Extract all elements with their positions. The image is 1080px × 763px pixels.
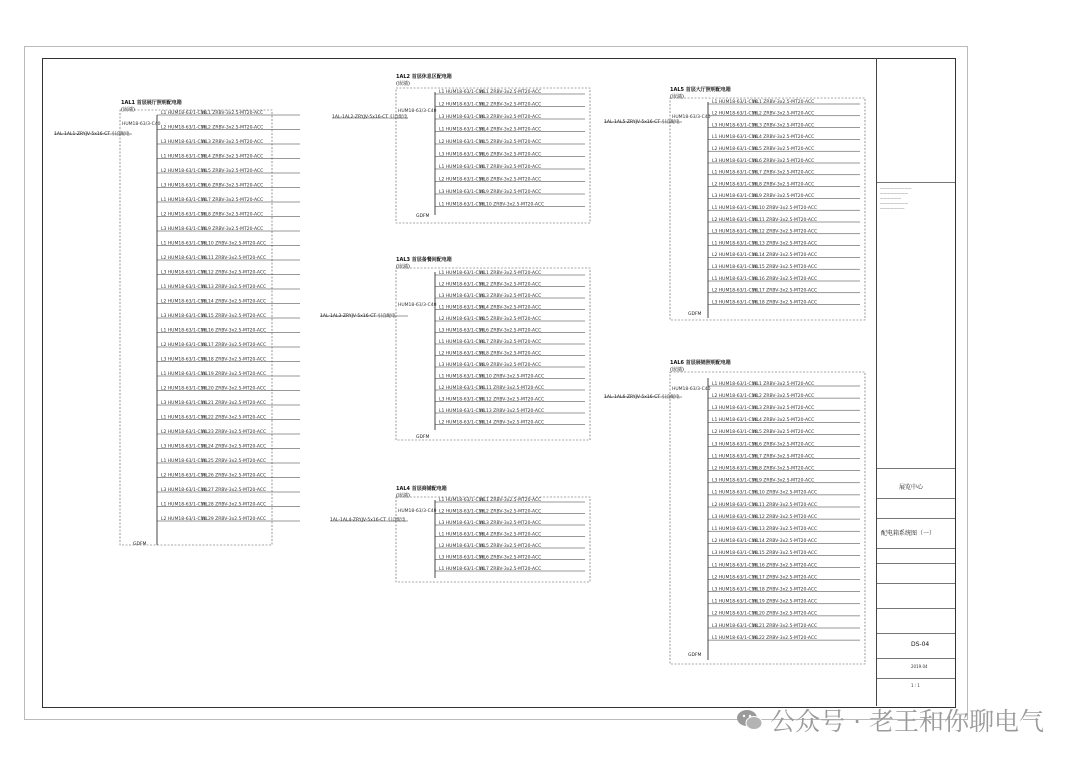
circuit-breaker-label: L3 HUM18-63/1-C16: [712, 123, 758, 129]
circuit-breaker-label: L2 HUM18-63/1-C16: [161, 168, 207, 174]
circuit-breaker-label: L3 HUM18-63/1-C16: [161, 183, 207, 189]
circuit-breaker-label: L1 HUM18-63/1-C16: [439, 374, 485, 380]
panel-sub-1al2: (嵌墙): [396, 81, 410, 87]
circuit-breaker-label: L3 HUM18-63/1-C16: [439, 555, 485, 561]
circuit-cable-label: WL3 ZRBV-3x2.5-MT20-ACC: [752, 123, 815, 129]
circuit-breaker-label: L2 HUM18-63/1-C16: [439, 282, 485, 288]
circuit-cable-label: WL7 ZRBV-3x2.5-MT20-ACC: [752, 170, 815, 176]
circuit-breaker-label: L2 HUM18-63/1-C16: [161, 342, 207, 348]
circuit-breaker-label: L1 HUM18-63/1-C16: [161, 154, 207, 160]
circuit-cable-label: WL13 ZRBV-3x2.5-MT20-ACC: [752, 527, 818, 532]
circuit-cable-label: WL14 ZRBV-3x2.5-MT20-ACC: [201, 299, 267, 305]
circuit-cable-label: WL14 ZRBV-3x2.5-MT20-ACC: [479, 420, 545, 426]
circuit-cable-label: WL5 ZRBV-3x2.5-MT20-ACC: [752, 430, 815, 436]
circuit-cable-label: WL17 ZRBV-3x2.5-MT20-ACC: [752, 575, 818, 581]
circuit-cable-label: WL18 ZRBV-3x2.5-MT20-ACC: [752, 587, 818, 593]
circuit-breaker-label: L3 HUM18-63/1-C16: [712, 514, 758, 520]
circuit-breaker-label: L3 HUM18-63/1-C16: [712, 587, 758, 593]
circuit-cable-label: WL10 ZRBV-3x2.5-MT20-ACC: [479, 374, 545, 380]
circuit-cable-label: WL14 ZRBV-3x2.5-MT20-ACC: [752, 539, 818, 545]
drawing-name: 配电箱系统图（一）: [881, 530, 936, 537]
circuit-cable-label: WL16 ZRBV-3x2.5-MT20-ACC: [752, 276, 818, 282]
circuit-breaker-label: L2 HUM18-63/1-C16: [161, 473, 207, 479]
circuit-breaker-label: L1 HUM18-63/1-C16: [712, 599, 758, 605]
circuit-cable-label: WL7 ZRBV-3x2.5-MT20-ACC: [479, 566, 542, 572]
circuit-cable-label: WL13 ZRBV-3x2.5-MT20-ACC: [752, 241, 818, 247]
circuit-cable-label: WL13 ZRBV-3x2.5-MT20-ACC: [479, 408, 545, 414]
circuit-breaker-label: L2 HUM18-63/1-C16: [712, 539, 758, 545]
panel-feed-1al5: 1AL-1AL5-ZRYJV-5x16-CT 引自配电: [604, 120, 680, 125]
circuit-cable-label: WL1 ZRBV-3x2.5-MT20-ACC: [752, 381, 815, 387]
circuit-cable-label: WL1 ZRBV-3x2.5-MT20-ACC: [479, 89, 542, 95]
circuit-breaker-label: L3 HUM18-63/1-C16: [161, 139, 207, 145]
watermark-text: 公众号 · 老王和你聊电气: [770, 707, 1044, 736]
circuit-cable-label: WL29 ZRBV-3x2.5-MT20-ACC: [201, 516, 267, 522]
circuit-cable-label: WL4 ZRBV-3x2.5-MT20-ACC: [479, 305, 542, 311]
circuit-breaker-label: L2 HUM18-63/1-C16: [712, 217, 758, 223]
circuit-cable-label: WL7 ZRBV-3x2.5-MT20-ACC: [479, 164, 542, 170]
circuit-breaker-label: L3 HUM18-63/1-C16: [439, 114, 485, 120]
incoming-breaker-label: HUM18-63/3-C40: [672, 387, 711, 392]
panel-title-1al2: 1AL2 首层休息区配电箱: [396, 74, 452, 80]
circuit-cable-label: WL11 ZRBV-3x2.5-MT20-ACC: [752, 502, 818, 508]
circuit-breaker-label: L3 HUM18-63/1-C16: [712, 442, 758, 448]
circuit-cable-label: WL9 ZRBV-3x2.5-MT20-ACC: [201, 226, 264, 232]
circuit-cable-label: WL2 ZRBV-3x2.5-MT20-ACC: [752, 111, 815, 117]
circuit-breaker-label: L2 HUM18-63/1-C16: [439, 351, 485, 357]
circuit-cable-label: WL7 ZRBV-3x2.5-MT20-ACC: [479, 339, 542, 345]
circuit-breaker-label: L1 HUM18-63/1-C16: [161, 502, 207, 508]
circuit-breaker-label: L1 HUM18-63/1-C16: [161, 458, 207, 464]
circuit-cable-label: WL1 ZRBV-3x2.5-MT20-ACC: [479, 270, 542, 276]
circuit-cable-label: WL6 ZRBV-3x2.5-MT20-ACC: [479, 328, 542, 334]
watermark: [736, 702, 1044, 738]
circuit-breaker-label: L2 HUM18-63/1-C16: [439, 385, 485, 391]
circuit-breaker-label: L2 HUM18-63/1-C16: [712, 575, 758, 581]
circuit-breaker-label: L1 HUM18-63/1-C16: [712, 241, 758, 247]
panel-title-1al1: 1AL1 首层展厅照明配电箱: [121, 100, 182, 106]
circuit-cable-label: WL13 ZRBV-3x2.5-MT20-ACC: [201, 284, 267, 290]
circuit-cable-label: WL5 ZRBV-3x2.5-MT20-ACC: [201, 168, 264, 174]
circuit-breaker-label: L2 HUM18-63/1-C16: [712, 502, 758, 508]
circuit-cable-label: WL22 ZRBV-3x2.5-MT20-ACC: [201, 415, 267, 421]
circuit-cable-label: WL5 ZRBV-3x2.5-MT20-ACC: [479, 543, 542, 549]
circuit-cable-label: WL21 ZRBV-3x2.5-MT20-ACC: [201, 400, 267, 406]
circuit-cable-label: WL12 ZRBV-3x2.5-MT20-ACC: [752, 514, 818, 520]
circuit-cable-label: WL15 ZRBV-3x2.5-MT20-ACC: [201, 313, 267, 319]
circuit-cable-label: WL5 ZRBV-3x2.5-MT20-ACC: [479, 316, 542, 322]
circuit-breaker-label: L3 HUM18-63/1-C16: [161, 226, 207, 232]
circuit-breaker-label: L2 HUM18-63/1-C16: [439, 316, 485, 322]
circuit-cable-label: WL3 ZRBV-3x2.5-MT20-ACC: [479, 293, 542, 299]
circuit-breaker-label: L3 HUM18-63/1-C16: [161, 270, 207, 276]
circuit-cable-label: WL8 ZRBV-3x2.5-MT20-ACC: [479, 177, 542, 183]
circuit-cable-label: WL16 ZRBV-3x2.5-MT20-ACC: [752, 563, 818, 569]
circuit-cable-label: WL2 ZRBV-3x2.5-MT20-ACC: [752, 393, 815, 399]
circuit-breaker-label: L1 HUM18-63/1-C16: [161, 110, 207, 116]
circuit-cable-label: WL8 ZRBV-3x2.5-MT20-ACC: [752, 182, 815, 188]
circuit-breaker-label: L1 HUM18-63/1-C16: [712, 170, 758, 176]
circuit-cable-label: WL18 ZRBV-3x2.5-MT20-ACC: [201, 357, 267, 363]
circuit-cable-label: WL10 ZRBV-3x2.5-MT20-ACC: [201, 241, 267, 247]
circuit-cable-label: WL23 ZRBV-3x2.5-MT20-ACC: [201, 429, 267, 435]
circuit-breaker-label: L3 HUM18-63/1-C16: [712, 158, 758, 164]
circuit-cable-label: WL12 ZRBV-3x2.5-MT20-ACC: [479, 397, 545, 403]
circuit-cable-label: WL6 ZRBV-3x2.5-MT20-ACC: [752, 442, 815, 448]
circuit-breaker-label: L1 HUM18-63/1-C16: [712, 276, 758, 282]
circuit-breaker-label: L1 HUM18-63/1-C16: [439, 127, 485, 133]
incoming-breaker-label: HUM18-63/3-C40: [398, 509, 437, 514]
circuit-cable-label: WL3 ZRBV-3x2.5-MT20-ACC: [752, 406, 815, 411]
circuit-breaker-label: L3 HUM18-63/1-C16: [439, 189, 485, 195]
circuit-breaker-label: L3 HUM18-63/1-C16: [161, 357, 207, 363]
circuit-breaker-label: L1 HUM18-63/1-C16: [161, 241, 207, 247]
circuit-cable-label: WL9 ZRBV-3x2.5-MT20-ACC: [752, 478, 815, 484]
panel-sub-1al6: (嵌墙): [670, 367, 684, 373]
circuit-cable-label: WL16 ZRBV-3x2.5-MT20-ACC: [201, 328, 267, 334]
circuit-cable-label: WL17 ZRBV-3x2.5-MT20-ACC: [201, 342, 267, 348]
circuit-breaker-label: L2 HUM18-63/1-C16: [712, 253, 758, 259]
circuit-breaker-label: L3 HUM18-63/1-C16: [712, 478, 758, 484]
circuit-breaker-label: L1 HUM18-63/1-C16: [712, 135, 758, 141]
circuit-breaker-label: L3 HUM18-63/1-C16: [161, 313, 207, 319]
circuit-breaker-label: L1 HUM18-63/1-C16: [712, 99, 758, 105]
circuit-breaker-label: L3 HUM18-63/1-C16: [439, 328, 485, 334]
incoming-breaker-label: HUM18-63/3-C40: [398, 109, 437, 114]
circuit-cable-label: WL9 ZRBV-3x2.5-MT20-ACC: [479, 189, 542, 195]
incoming-breaker-label: HUM18-63/3-C40: [122, 122, 161, 127]
circuit-cable-label: WL5 ZRBV-3x2.5-MT20-ACC: [752, 147, 815, 152]
panel-sub-1al4: (嵌墙): [396, 493, 410, 499]
circuit-cable-label: WL11 ZRBV-3x2.5-MT20-ACC: [201, 255, 267, 261]
circuit-breaker-label: L3 HUM18-63/1-C16: [161, 487, 207, 493]
incoming-breaker-label: HUM18-63/3-C40: [398, 303, 437, 308]
circuit-breaker-label: L2 HUM18-63/1-C16: [712, 182, 758, 188]
circuit-cable-label: WL20 ZRBV-3x2.5-MT20-ACC: [752, 611, 818, 617]
panel-earth-1al3: GDFM: [416, 435, 430, 440]
circuit-cable-label: WL6 ZRBV-3x2.5-MT20-ACC: [752, 158, 815, 164]
circuit-cable-label: WL6 ZRBV-3x2.5-MT20-ACC: [201, 183, 264, 189]
circuit-breaker-label: L1 HUM18-63/1-C16: [712, 206, 758, 211]
circuit-cable-label: WL18 ZRBV-3x2.5-MT20-ACC: [752, 300, 818, 306]
panel-title-1al3: 1AL3 首层备餐间配电箱: [396, 257, 452, 263]
circuit-breaker-label: L2 HUM18-63/1-C16: [161, 255, 207, 261]
circuit-cable-label: WL10 ZRBV-3x2.5-MT20-ACC: [479, 202, 545, 208]
circuit-cable-label: WL12 ZRBV-3x2.5-MT20-ACC: [752, 229, 818, 235]
circuit-cable-label: WL21 ZRBV-3x2.5-MT20-ACC: [752, 623, 818, 629]
circuit-cable-label: WL2 ZRBV-3x2.5-MT20-ACC: [201, 125, 264, 131]
circuit-breaker-label: L3 HUM18-63/1-C16: [712, 229, 758, 235]
circuit-breaker-label: L2 HUM18-63/1-C16: [161, 299, 207, 305]
circuit-cable-label: WL1 ZRBV-3x2.5-MT20-ACC: [752, 99, 815, 105]
circuit-breaker-label: L2 HUM18-63/1-C16: [439, 102, 485, 108]
panel-earth-1al6: GDFM: [688, 653, 702, 658]
circuit-cable-label: WL8 ZRBV-3x2.5-MT20-ACC: [752, 466, 815, 472]
circuit-cable-label: WL20 ZRBV-3x2.5-MT20-ACC: [201, 386, 267, 392]
circuit-breaker-label: L3 HUM18-63/1-C16: [161, 400, 207, 406]
circuit-cable-label: WL4 ZRBV-3x2.5-MT20-ACC: [752, 418, 815, 424]
circuit-cable-label: WL17 ZRBV-3x2.5-MT20-ACC: [752, 288, 818, 294]
panel-title-1al5: 1AL5 首层大厅照明配电箱: [670, 87, 731, 93]
panel-feed-1al2: 1AL-1AL2-ZRYJV-5x16-CT 引自配电: [332, 115, 408, 120]
panel-feed-1al1: 1AL-1AL1-ZRYJV-5x16-CT 引自配电: [54, 132, 130, 137]
circuit-cable-label: WL8 ZRBV-3x2.5-MT20-ACC: [479, 351, 542, 357]
circuit-cable-label: WL15 ZRBV-3x2.5-MT20-ACC: [752, 265, 818, 270]
circuit-cable-label: WL2 ZRBV-3x2.5-MT20-ACC: [479, 102, 542, 108]
circuit-cable-label: WL3 ZRBV-3x2.5-MT20-ACC: [479, 520, 542, 526]
circuit-cable-label: WL7 ZRBV-3x2.5-MT20-ACC: [201, 197, 264, 203]
circuit-breaker-label: L2 HUM18-63/1-C16: [161, 386, 207, 392]
drawing-date: 2019.04: [911, 664, 928, 669]
circuit-breaker-label: L3 HUM18-63/1-C16: [712, 300, 758, 306]
circuit-breaker-label: L3 HUM18-63/1-C16: [712, 194, 758, 200]
panel-sub-1al3: (嵌墙): [396, 264, 410, 270]
circuit-breaker-label: L2 HUM18-63/1-C16: [439, 509, 485, 515]
circuit-cable-label: WL2 ZRBV-3x2.5-MT20-ACC: [479, 282, 542, 288]
circuit-breaker-label: L2 HUM18-63/1-C16: [712, 430, 758, 436]
circuit-breaker-label: L3 HUM18-63/1-C16: [161, 444, 207, 450]
panel-title-1al4: 1AL4 首层商铺配电箱: [396, 486, 447, 492]
drawing-scale: 1 : 1: [911, 683, 920, 688]
panel-earth-1al5: GDFM: [688, 312, 702, 317]
circuit-breaker-label: L1 HUM18-63/1-C16: [712, 563, 758, 569]
circuit-breaker-label: L1 HUM18-63/1-C16: [439, 566, 485, 572]
circuit-cable-label: WL6 ZRBV-3x2.5-MT20-ACC: [479, 152, 542, 158]
circuit-cable-label: WL4 ZRBV-3x2.5-MT20-ACC: [479, 532, 542, 538]
circuit-breaker-label: L3 HUM18-63/1-C16: [439, 362, 485, 368]
panel-earth-1al2: GDFM: [416, 214, 430, 219]
circuit-cable-label: WL22 ZRBV-3x2.5-MT20-ACC: [752, 635, 818, 641]
circuit-cable-label: WL2 ZRBV-3x2.5-MT20-ACC: [479, 509, 542, 515]
circuit-breaker-label: L2 HUM18-63/1-C16: [161, 212, 207, 218]
circuit-cable-label: WL25 ZRBV-3x2.5-MT20-ACC: [201, 458, 267, 464]
circuit-cable-label: WL11 ZRBV-3x2.5-MT20-ACC: [479, 385, 545, 391]
circuit-breaker-label: L1 HUM18-63/1-C16: [439, 164, 485, 170]
circuit-cable-label: WL19 ZRBV-3x2.5-MT20-ACC: [752, 599, 818, 605]
circuit-breaker-label: L1 HUM18-63/1-C16: [712, 381, 758, 387]
circuit-breaker-label: L1 HUM18-63/1-C16: [161, 371, 207, 377]
circuit-breaker-label: L2 HUM18-63/1-C16: [161, 125, 207, 131]
circuit-breaker-label: L1 HUM18-63/1-C16: [439, 408, 485, 414]
circuit-breaker-label: L1 HUM18-63/1-C16: [712, 454, 758, 460]
circuit-breaker-label: L1 HUM18-63/1-C16: [712, 527, 758, 532]
project-name: 展览中心: [899, 484, 924, 491]
circuit-breaker-label: L3 HUM18-63/1-C16: [712, 406, 758, 411]
notes-block: ————————— ———————— —————— ———————— ———————: [880, 186, 912, 210]
wechat-icon: [736, 708, 764, 732]
circuit-cable-label: WL8 ZRBV-3x2.5-MT20-ACC: [201, 212, 264, 218]
circuit-breaker-label: L2 HUM18-63/1-C16: [712, 611, 758, 617]
circuit-cable-label: WL1 ZRBV-3x2.5-MT20-ACC: [201, 110, 264, 116]
circuit-cable-label: WL9 ZRBV-3x2.5-MT20-ACC: [752, 194, 815, 200]
circuit-cable-label: WL10 ZRBV-3x2.5-MT20-ACC: [752, 206, 818, 211]
circuit-breaker-label: L2 HUM18-63/1-C16: [712, 111, 758, 117]
circuit-cable-label: WL10 ZRBV-3x2.5-MT20-ACC: [752, 490, 818, 496]
circuit-breaker-label: L1 HUM18-63/1-C16: [439, 270, 485, 276]
circuit-breaker-label: L2 HUM18-63/1-C16: [712, 147, 758, 152]
circuit-breaker-label: L1 HUM18-63/1-C16: [439, 89, 485, 95]
circuit-breaker-label: L3 HUM18-63/1-C16: [712, 551, 758, 557]
circuit-cable-label: WL15 ZRBV-3x2.5-MT20-ACC: [752, 551, 818, 557]
panel-sub-1al5: (嵌墙): [670, 94, 684, 100]
circuit-cable-label: WL4 ZRBV-3x2.5-MT20-ACC: [201, 154, 264, 160]
circuit-breaker-label: L2 HUM18-63/1-C16: [712, 393, 758, 399]
circuit-cable-label: WL3 ZRBV-3x2.5-MT20-ACC: [201, 139, 264, 145]
circuit-breaker-label: L1 HUM18-63/1-C16: [161, 197, 207, 203]
circuit-breaker-label: L1 HUM18-63/1-C16: [712, 635, 758, 641]
panel-feed-1al3: 1AL-1AL3-ZRYJV-5x16-CT 引自配电: [320, 314, 396, 319]
circuit-cable-label: WL4 ZRBV-3x2.5-MT20-ACC: [752, 135, 815, 141]
circuit-cable-label: WL9 ZRBV-3x2.5-MT20-ACC: [479, 362, 542, 368]
circuit-breaker-label: L2 HUM18-63/1-C16: [439, 139, 485, 145]
circuit-cable-label: WL11 ZRBV-3x2.5-MT20-ACC: [752, 217, 818, 223]
circuit-breaker-label: L1 HUM18-63/1-C16: [161, 415, 207, 421]
circuit-cable-label: WL19 ZRBV-3x2.5-MT20-ACC: [201, 371, 267, 377]
circuit-cable-label: WL27 ZRBV-3x2.5-MT20-ACC: [201, 487, 267, 493]
panel-earth-1al1: GDFM: [133, 542, 147, 547]
circuit-breaker-label: L1 HUM18-63/1-C16: [439, 532, 485, 538]
circuit-cable-label: WL3 ZRBV-3x2.5-MT20-ACC: [479, 114, 542, 120]
circuit-breaker-label: L2 HUM18-63/1-C16: [439, 177, 485, 183]
circuit-cable-label: WL1 ZRBV-3x2.5-MT20-ACC: [479, 497, 542, 503]
circuit-cable-label: WL28 ZRBV-3x2.5-MT20-ACC: [201, 502, 267, 508]
circuit-breaker-label: L1 HUM18-63/1-C16: [439, 339, 485, 345]
circuit-cable-label: WL26 ZRBV-3x2.5-MT20-ACC: [201, 473, 267, 479]
circuit-breaker-label: L1 HUM18-63/1-C16: [161, 284, 207, 290]
panel-title-1al6: 1AL6 首层展销照明配电箱: [670, 360, 731, 366]
circuit-breaker-label: L2 HUM18-63/1-C16: [712, 288, 758, 294]
circuit-breaker-label: L2 HUM18-63/1-C16: [439, 543, 485, 549]
circuit-breaker-label: L2 HUM18-63/1-C16: [161, 429, 207, 435]
circuit-breaker-label: L1 HUM18-63/1-C16: [439, 497, 485, 503]
drawing-number: DS-04: [911, 641, 930, 648]
panel-sub-1al1: (嵌墙): [121, 107, 135, 113]
title-block: [876, 58, 955, 706]
circuit-breaker-label: L3 HUM18-63/1-C16: [712, 265, 758, 270]
circuit-cable-label: WL6 ZRBV-3x2.5-MT20-ACC: [479, 555, 542, 561]
circuit-breaker-label: L3 HUM18-63/1-C16: [439, 520, 485, 526]
circuit-breaker-label: L3 HUM18-63/1-C16: [439, 152, 485, 158]
circuit-breaker-label: L2 HUM18-63/1-C16: [712, 466, 758, 472]
circuit-breaker-label: L3 HUM18-63/1-C16: [712, 623, 758, 629]
circuit-breaker-label: L2 HUM18-63/1-C16: [161, 516, 207, 522]
panel-feed-1al6: 1AL-1AL6-ZRYJV-5x16-CT 引自配电: [604, 395, 680, 400]
circuit-breaker-label: L1 HUM18-63/1-C16: [161, 328, 207, 334]
circuit-cable-label: WL5 ZRBV-3x2.5-MT20-ACC: [479, 139, 542, 145]
circuit-cable-label: WL14 ZRBV-3x2.5-MT20-ACC: [752, 253, 818, 259]
panel-feed-1al4: 1AL-1AL4-ZRYJV-5x16-CT 引自配电: [330, 518, 406, 523]
circuit-cable-label: WL7 ZRBV-3x2.5-MT20-ACC: [752, 454, 815, 460]
circuit-cable-label: WL24 ZRBV-3x2.5-MT20-ACC: [201, 444, 267, 450]
circuit-breaker-label: L2 HUM18-63/1-C16: [439, 420, 485, 426]
circuit-cable-label: WL4 ZRBV-3x2.5-MT20-ACC: [479, 127, 542, 133]
circuit-breaker-label: L3 HUM18-63/1-C16: [439, 397, 485, 403]
circuit-breaker-label: L1 HUM18-63/1-C16: [712, 490, 758, 496]
circuit-breaker-label: L1 HUM18-63/1-C16: [712, 418, 758, 424]
circuit-cable-label: WL12 ZRBV-3x2.5-MT20-ACC: [201, 270, 267, 276]
circuit-breaker-label: L1 HUM18-63/1-C16: [439, 305, 485, 311]
circuit-breaker-label: L1 HUM18-63/1-C16: [439, 202, 485, 208]
incoming-breaker-label: HUM18-63/3-C40: [672, 115, 711, 120]
circuit-breaker-label: L3 HUM18-63/1-C16: [439, 293, 485, 299]
